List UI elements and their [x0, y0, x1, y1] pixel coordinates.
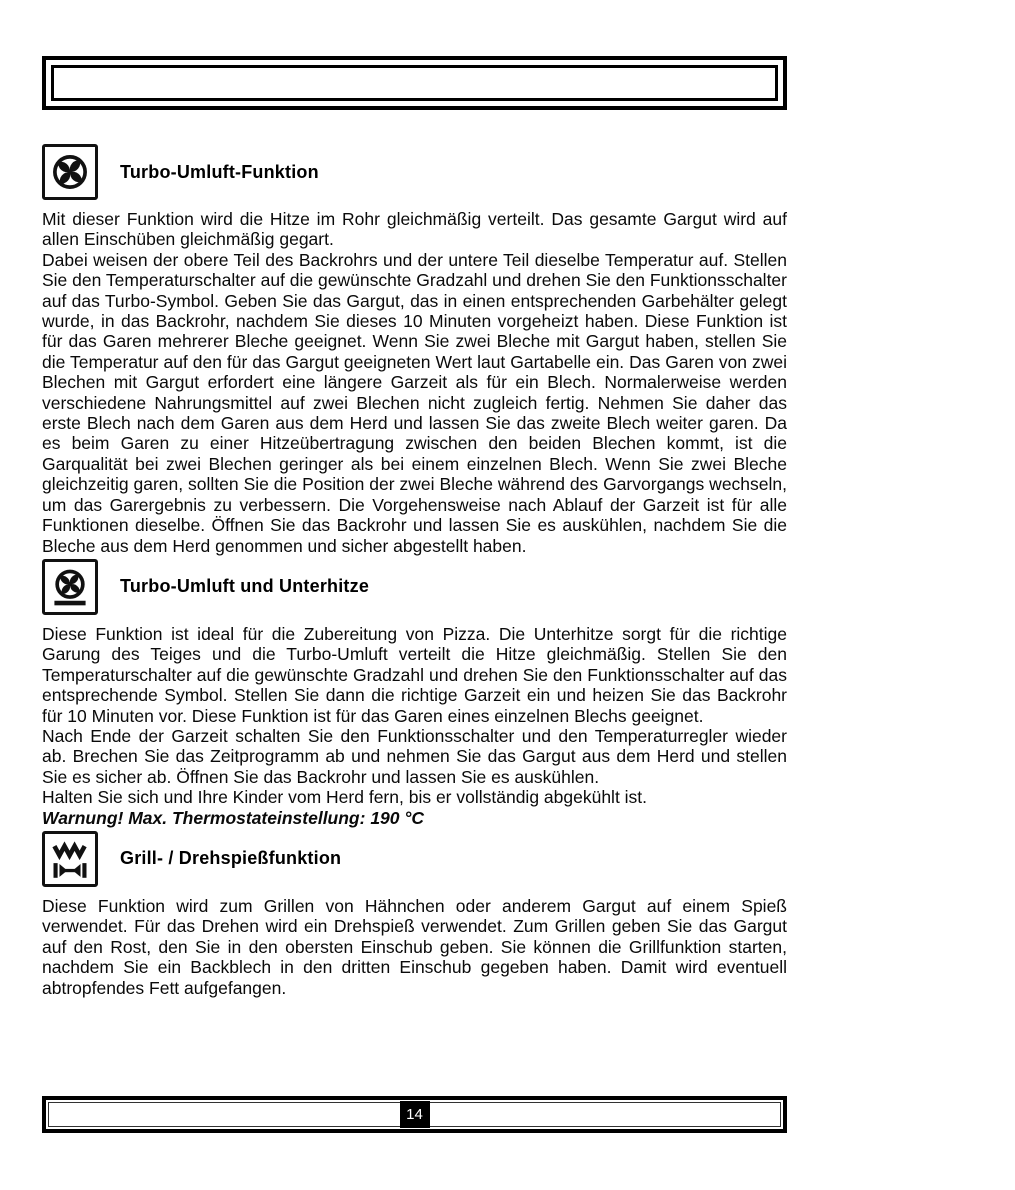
paragraph: Diese Funktion wird zum Grillen von Hähnchen oder anderem Gargut auf einem Spieß verwendet. Für das Drehen wird ein Drehspieß verwendet. Zum Grillen geben Sie das Gargut auf den Rost, den Sie in den obersten Einschub geben. Sie können die Grillfunktion starten, nachdem Sie ein Backblech in den dritten Einschub gegeben haben. Damit wird eventuell abtropfendes Fett aufgefangen.	[42, 895, 787, 998]
turbo-umluft-unterhitze-icon	[42, 559, 98, 615]
section-header-grill-drehspiess	[42, 831, 787, 887]
section-body-turbo-umluft	[42, 209, 787, 556]
page-number: 14	[400, 1101, 430, 1128]
paragraph: Diese Funktion ist ideal für die Zubereitung von Pizza. Die Unterhitze sorgt für die richtige Garung des Teiges und die Turbo-Umluft verteilt die Hitze gleichmäßig. Stellen Sie den Temperaturschalter auf die gewünschte Gradzahl und drehen Sie den Funktionsschalter auf das entsprechende Symbol. Stellen Sie dann die richtige Garzeit ein und heizen Sie das Backrohr für 10 Minuten vor. Diese Funktion ist für das Garen eines einzelnen Blechs geeignet.	[42, 623, 787, 726]
paragraph: Nach Ende der Garzeit schalten Sie den Funktionsschalter und den Temperaturregler wieder ab. Brechen Sie das Zeitprogramm ab und nehmen Sie das Gargut aus dem Herd und stellen Sie es sicher ab. Öffnen Sie das Backrohr und lassen Sie es auskühlen.	[42, 725, 787, 787]
paragraph: Halten Sie sich und Ihre Kinder vom Herd fern, bis er vollständig abgekühlt ist.	[42, 787, 648, 808]
warning-text: Warnung! Max. Thermostateinstellung: 190 °C	[42, 807, 425, 828]
header-frame	[42, 56, 787, 110]
section-heading: Turbo-Umluft-Funktion	[120, 161, 319, 182]
footer-frame-inner	[48, 1102, 781, 1127]
section-body-grill-drehspiess	[42, 896, 787, 998]
footer-frame	[42, 1096, 787, 1133]
section-heading: Turbo-Umluft und Unterhitze	[120, 576, 370, 597]
section-header-turbo-umluft	[42, 144, 787, 200]
paragraph: Dabei weisen der obere Teil des Backrohrs und der untere Teil dieselbe Temperatur auf. Stellen Sie den Temperaturschalter auf die gewünschte Gradzahl und drehen Sie den Funktionsschalter auf das Turbo-Symbol. Geben Sie das Gargut, das in einen entsprechenden Garbehälter gelegt wurde, in das Backrohr, nachdem Sie dieses 10 Minuten vorgeheizt haben. Diese Funktion ist für das Garen mehrerer Bleche geeignet. Wenn Sie zwei Bleche mit Gargut haben, stellen Sie die Temperatur auf den für das Gargut geeigneten Wert laut Gartabelle ein. Das Garen von zwei Blechen mit Gargut erfordert eine längere Garzeit als für ein Blech. Normalerweise werden verschiedene Nahrungsmittel auf zwei Blechen nicht zugleich fertig. Nehmen Sie daher das erste Blech nach dem Garen aus dem Herd und lassen Sie das zweite Blech weiter garen. Da es beim Garen zu einer Hitzeübertragung zwischen den beiden Blechen kommt, ist die Garqualität bei zwei Blechen geringer als bei einem einzelnen Blech. Wenn Sie zwei Bleche gleichzeitig garen, sollten Sie die Position der zwei Bleche während des Garvorgangs wechseln, um das Garergebnis zu verbessern. Die Vorgehensweise nach Ablauf der Garzeit ist für alle Funktionen dieselbe. Öffnen Sie das Backrohr und lassen Sie es auskühlen, nachdem Sie die Bleche aus dem Herd genommen und sicher abgestellt haben.	[42, 249, 787, 556]
paragraph: Mit dieser Funktion wird die Hitze im Rohr gleichmäßig verteilt. Das gesamte Gargut wird auf allen Einschüben gleichmäßig gegart.	[42, 209, 787, 250]
page-content	[42, 56, 787, 998]
section-heading: Grill- / Drehspießfunktion	[120, 848, 342, 869]
turbo-umluft-icon	[42, 144, 98, 200]
header-frame-inner	[51, 65, 778, 101]
section-header-turbo-umluft-unterhitze	[42, 559, 787, 615]
section-body-turbo-umluft-unterhitze	[42, 624, 787, 828]
grill-drehspiess-icon	[42, 831, 98, 887]
